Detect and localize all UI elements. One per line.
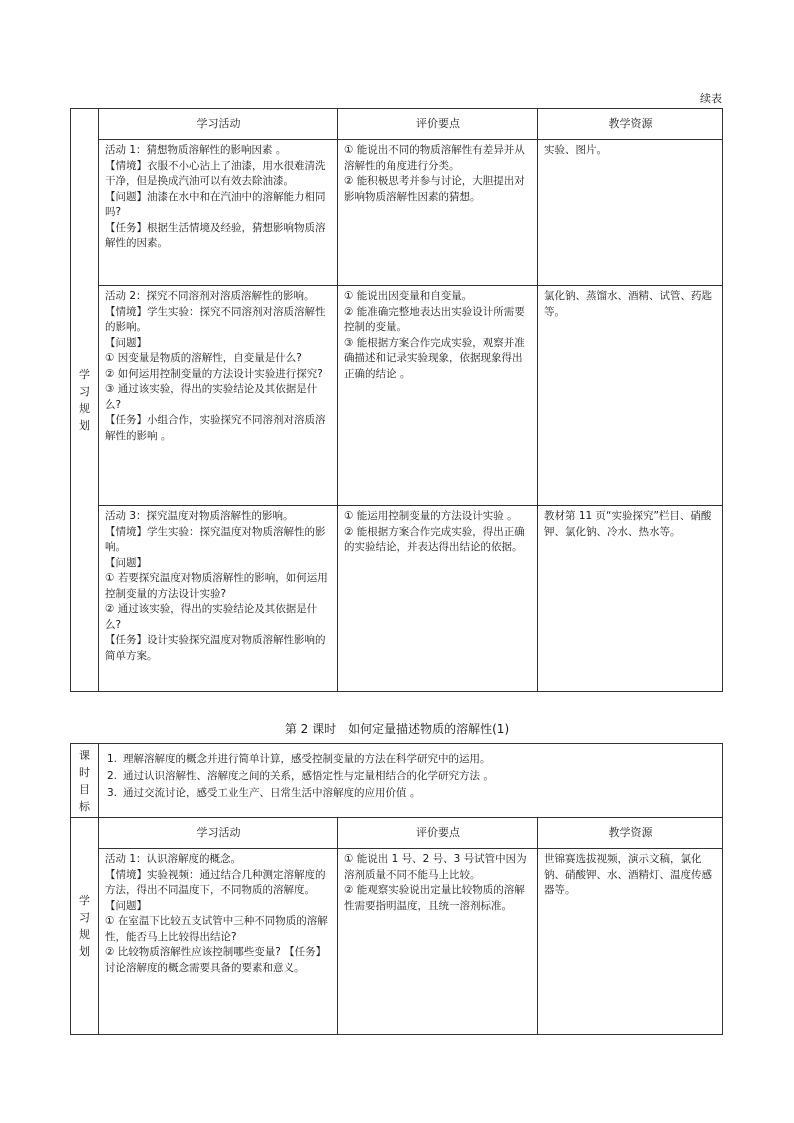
evaluation-cell: ① 能说出不同的物质溶解性有差异并从溶解性的角度进行分类。 ② 能积极思考并参与讨论，大胆提出对影响物质溶解性因素的猜想。 (338, 140, 538, 286)
resources-cell: 实验、图片。 (538, 140, 723, 286)
list-item: 3. 通过交流讨论，感受工业生产、日常生活中溶解度的应用价值 。 (107, 787, 421, 799)
activity-cell: 活动 2：探究不同溶剂对溶质溶解性的影响。 【情境】学生实验：探究不同溶剂对溶质溶解性的影响。 【问题】 ① 因变量是物质的溶解性，自变量是什么? ② 如何运用控制变量的方法设计实验进行探究? ③ 通过该实验，得出的实验结论及其依据是什么? 【任务】小组合作，实验探究不同溶剂对溶质溶解性的影响 。 (99, 286, 338, 506)
resources-cell: 教材第 11 页“实验探究”栏目、硝酸钾、氯化钠、冷水、热水等。 (538, 506, 723, 692)
resources-cell: 世锦赛选拔视频，演示文稿，氯化钠、硝酸钾、水、酒精灯、温度传感器等。 (538, 849, 723, 1035)
evaluation-cell: ① 能说出因变量和自变量。 ② 能准确完整地表达出实验设计所需要控制的变量。 ③ 能根据方案合作完成实验，观察并准确描述和记录实验现象，依据现象得出正确的结论 。 (338, 286, 538, 506)
activity-cell: 活动 3：探究温度对物质溶解性的影响。 【情境】学生实验：探究温度对物质溶解性的影响。 【问题】 ① 若要探究温度对物质溶解性的影响，如何运用控制变量的方法设计实验? ② 通过该实验，得出的实验结论及其依据是什么? 【任务】设计实验探究温度对物质溶解性影响的简单方案。 (99, 506, 338, 692)
lesson-goals-list (99, 744, 723, 818)
learning-plan-table-1 (70, 108, 723, 692)
evaluation-cell: ① 能说出 1 号、2 号、3 号试管中因为溶剂质量不同不能马上比较。 ② 能观察实验说出定量比较物质的溶解性需要指明温度，且统一溶剂标准。 (338, 849, 538, 1035)
side-label-learning-plan: 学 习 规 划 (71, 818, 99, 1035)
lesson-title: 第 2 课时 如何定量描述物质的溶解性(1) (284, 722, 510, 736)
header-learning-activity: 学习活动 (99, 109, 338, 140)
continued-label: 续表 (700, 92, 722, 105)
header-evaluation-points: 评价要点 (338, 109, 538, 140)
header-teaching-resources: 教学资源 (538, 818, 723, 849)
resources-cell: 氯化钠、蒸馏水、酒精、试管、药匙等。 (538, 286, 723, 506)
learning-plan-table-2 (70, 743, 723, 1035)
list-item: 2. 通过认识溶解性、溶解度之间的关系，感悟定性与定量相结合的化学研究方法 。 (107, 770, 494, 782)
table-row (71, 286, 723, 506)
activity-cell: 活动 1：认识溶解度的概念。 【情境】实验视频：通过结合几种测定溶解度的方法，得出不同温度下，不同物质的溶解度。 【问题】 ① 在室温下比较五支试管中三种不同物质的溶解性，能否马上比较得出结论? ② 比较物质溶解性应该控制哪些变量? 【任务】讨论溶解度的概念需要具备的要素和意义。 (99, 849, 338, 1035)
table-row (71, 140, 723, 286)
list-item: 1. 理解溶解度的概念并进行简单计算，感受控制变量的方法在科学研究中的运用。 (107, 753, 491, 765)
header-evaluation-points: 评价要点 (338, 818, 538, 849)
table-row (71, 506, 723, 692)
header-teaching-resources: 教学资源 (538, 109, 723, 140)
header-learning-activity: 学习活动 (99, 818, 338, 849)
lesson-goals-row (71, 744, 723, 818)
table-row (71, 849, 723, 1035)
evaluation-cell: ① 能运用控制变量的方法设计实验 。 ② 能根据方案合作完成实验，得出正确的实验结论，并表达得出结论的依据。 (338, 506, 538, 692)
side-label-learning-plan: 学 习 规 划 (71, 109, 99, 692)
side-label-lesson-goals: 课 时 目 标 (71, 744, 99, 818)
activity-cell: 活动 1：猜想物质溶解性的影响因素 。 【情境】衣服不小心沾上了油漆，用水很难清洗干净，但是换成汽油可以有效去除油漆。 【问题】油漆在水中和在汽油中的溶解能力相同吗? 【任务】根据生活情境及经验，猜想影响物质溶解性的因素。 (99, 140, 338, 286)
